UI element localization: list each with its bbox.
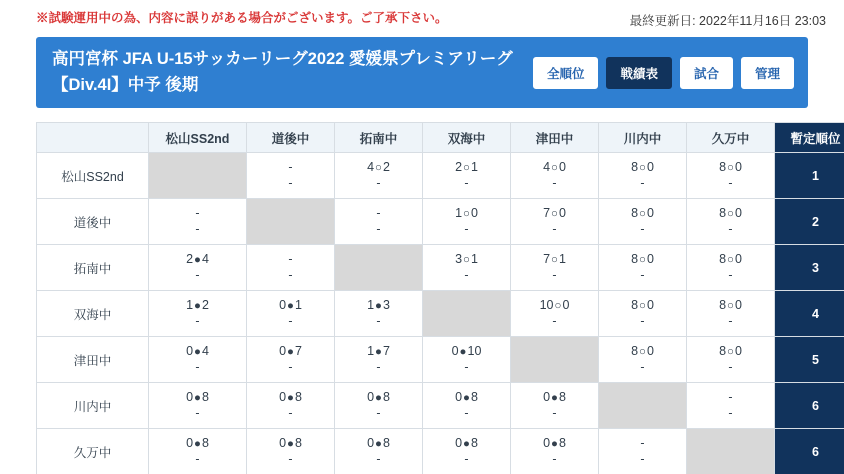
- result-second-leg: -: [640, 221, 645, 236]
- result-cell: [511, 429, 599, 474]
- result-score: 7○0: [543, 206, 566, 220]
- result-second-leg: -: [195, 405, 200, 420]
- table-body: [37, 153, 844, 474]
- last-updated-text: 最終更新日: 2022年11月16日 23:03: [629, 14, 826, 28]
- result-cell: [423, 337, 511, 383]
- result-score: 8○0: [719, 344, 742, 358]
- result-cell: [599, 291, 687, 337]
- result-cell: [247, 383, 335, 429]
- result-second-leg: -: [552, 175, 557, 190]
- result-score: 0●8: [186, 390, 209, 404]
- result-second-leg: -: [195, 221, 200, 236]
- result-score: -: [376, 206, 381, 220]
- result-score: 8○0: [631, 252, 654, 266]
- result-score: 8○0: [719, 298, 742, 312]
- result-score: 8○0: [631, 160, 654, 174]
- result-second-leg: -: [464, 359, 469, 374]
- result-cell: [687, 245, 775, 291]
- rank-cell: 2: [775, 199, 844, 245]
- column-header-3: 双海中: [423, 123, 511, 153]
- result-score: 0●8: [455, 436, 478, 450]
- notice-row: [0, 0, 844, 35]
- result-score: 0●10: [451, 344, 482, 358]
- result-cell: [687, 383, 775, 429]
- result-cell: [687, 337, 775, 383]
- rank-cell: 6: [775, 429, 844, 474]
- result-second-leg: -: [195, 267, 200, 282]
- blocked-cell: [247, 199, 335, 245]
- column-header-4: 津田中: [511, 123, 599, 153]
- result-second-leg: -: [552, 405, 557, 420]
- result-cell: [335, 199, 423, 245]
- result-cell: [511, 245, 599, 291]
- team-name-cell: 川内中: [37, 383, 149, 429]
- result-score: -: [728, 390, 733, 404]
- result-second-leg: -: [640, 175, 645, 190]
- table-row: [37, 337, 844, 383]
- result-score: 1●7: [367, 344, 390, 358]
- result-second-leg: -: [464, 451, 469, 466]
- table-row: [37, 429, 844, 474]
- result-score: 0●8: [543, 390, 566, 404]
- result-cell: [511, 199, 599, 245]
- result-second-leg: -: [376, 359, 381, 374]
- result-cell: [149, 383, 247, 429]
- column-header-rank: 暫定順位: [775, 123, 844, 153]
- header-button-group: [533, 57, 794, 89]
- result-score: 8○0: [631, 206, 654, 220]
- result-second-leg: -: [728, 221, 733, 236]
- result-second-leg: -: [552, 451, 557, 466]
- result-score: 0●7: [279, 344, 302, 358]
- result-score: 0●1: [279, 298, 302, 312]
- result-second-leg: -: [728, 267, 733, 282]
- result-score: 10○0: [539, 298, 570, 312]
- result-score: 2○1: [455, 160, 478, 174]
- result-cell: [423, 429, 511, 474]
- result-second-leg: -: [288, 175, 293, 190]
- result-cell: [599, 245, 687, 291]
- corner-cell: [37, 123, 149, 153]
- result-second-leg: -: [728, 313, 733, 328]
- result-cell: [687, 199, 775, 245]
- result-second-leg: -: [464, 405, 469, 420]
- result-score: 0●8: [367, 436, 390, 450]
- result-cell: [687, 291, 775, 337]
- tab-results-table[interactable]: 戦績表: [606, 57, 672, 89]
- result-cell: [247, 429, 335, 474]
- result-cell: [687, 153, 775, 199]
- result-second-leg: -: [640, 359, 645, 374]
- standings-table-wrap: [36, 122, 841, 474]
- team-name-cell: 久万中: [37, 429, 149, 474]
- result-second-leg: -: [464, 175, 469, 190]
- result-score: 2●4: [186, 252, 209, 266]
- result-score: 8○0: [719, 206, 742, 220]
- result-score: 1●2: [186, 298, 209, 312]
- blocked-cell: [599, 383, 687, 429]
- result-score: 0●8: [279, 390, 302, 404]
- result-score: 1●3: [367, 298, 390, 312]
- result-score: 0●8: [367, 390, 390, 404]
- result-cell: [599, 337, 687, 383]
- result-score: 4○2: [367, 160, 390, 174]
- result-score: 4○0: [543, 160, 566, 174]
- result-second-leg: -: [288, 313, 293, 328]
- blocked-cell: [423, 291, 511, 337]
- result-second-leg: -: [288, 359, 293, 374]
- result-second-leg: -: [640, 451, 645, 466]
- result-second-leg: -: [376, 221, 381, 236]
- result-second-leg: -: [552, 221, 557, 236]
- tab-all-rankings[interactable]: 全順位: [533, 57, 599, 89]
- team-name-cell: 道後中: [37, 199, 149, 245]
- result-cell: [423, 153, 511, 199]
- team-name-cell: 松山SS2nd: [37, 153, 149, 199]
- result-second-leg: -: [195, 451, 200, 466]
- result-cell: [149, 337, 247, 383]
- result-cell: [423, 245, 511, 291]
- table-row: [37, 199, 844, 245]
- result-score: 1○0: [455, 206, 478, 220]
- result-score: -: [195, 206, 200, 220]
- tab-admin[interactable]: 管理: [741, 57, 794, 89]
- result-score: 8○0: [631, 344, 654, 358]
- result-cell: [599, 199, 687, 245]
- result-second-leg: -: [464, 221, 469, 236]
- result-score: 3○1: [455, 252, 478, 266]
- result-second-leg: -: [552, 313, 557, 328]
- result-cell: [335, 429, 423, 474]
- result-score: -: [288, 160, 293, 174]
- result-cell: [423, 383, 511, 429]
- result-cell: [247, 153, 335, 199]
- header-row: [37, 123, 844, 153]
- table-row: [37, 291, 844, 337]
- result-second-leg: -: [288, 405, 293, 420]
- tab-matches[interactable]: 試合: [680, 57, 733, 89]
- result-cell: [247, 291, 335, 337]
- result-cell: [247, 337, 335, 383]
- trial-notice-text: ※試験運用中の為、内容に誤りがある場合がございます。ご了承下さい。: [36, 11, 448, 25]
- team-name-cell: 津田中: [37, 337, 149, 383]
- column-header-5: 川内中: [599, 123, 687, 153]
- result-second-leg: -: [640, 267, 645, 282]
- blocked-cell: [511, 337, 599, 383]
- result-second-leg: -: [376, 405, 381, 420]
- result-second-leg: -: [728, 175, 733, 190]
- rank-cell: 3: [775, 245, 844, 291]
- blocked-cell: [687, 429, 775, 474]
- result-cell: [247, 245, 335, 291]
- result-score: 0●8: [455, 390, 478, 404]
- result-cell: [511, 383, 599, 429]
- page-title: 高円宮杯 JFA U-15サッカーリーグ2022 愛媛県プレミアリーグ【Div.4I】中予 後期: [52, 50, 513, 94]
- result-second-leg: -: [288, 267, 293, 282]
- result-second-leg: -: [552, 267, 557, 282]
- blocked-cell: [149, 153, 247, 199]
- result-score: 8○0: [719, 252, 742, 266]
- rank-cell: 4: [775, 291, 844, 337]
- blocked-cell: [335, 245, 423, 291]
- standings-table: [36, 122, 844, 474]
- result-second-leg: -: [376, 175, 381, 190]
- result-second-leg: -: [464, 267, 469, 282]
- table-row: [37, 245, 844, 291]
- result-score: 8○0: [631, 298, 654, 312]
- result-second-leg: -: [728, 405, 733, 420]
- result-cell: [511, 291, 599, 337]
- result-second-leg: -: [640, 313, 645, 328]
- result-cell: [335, 383, 423, 429]
- result-second-leg: -: [195, 313, 200, 328]
- result-cell: [335, 153, 423, 199]
- table-row: [37, 153, 844, 199]
- result-score: -: [640, 436, 645, 450]
- table-head: [37, 123, 844, 153]
- result-cell: [149, 199, 247, 245]
- rank-cell: 5: [775, 337, 844, 383]
- result-cell: [423, 199, 511, 245]
- result-second-leg: -: [376, 451, 381, 466]
- league-header: [36, 37, 808, 108]
- result-score: 0●8: [543, 436, 566, 450]
- result-score: -: [288, 252, 293, 266]
- result-cell: [599, 429, 687, 474]
- column-header-6: 久万中: [687, 123, 775, 153]
- team-name-cell: 拓南中: [37, 245, 149, 291]
- result-score: 8○0: [719, 160, 742, 174]
- result-cell: [335, 291, 423, 337]
- column-header-2: 拓南中: [335, 123, 423, 153]
- result-cell: [149, 291, 247, 337]
- result-score: 0●4: [186, 344, 209, 358]
- rank-cell: 6: [775, 383, 844, 429]
- result-second-leg: -: [376, 313, 381, 328]
- column-header-0: 松山SS2nd: [149, 123, 247, 153]
- column-header-1: 道後中: [247, 123, 335, 153]
- result-cell: [511, 153, 599, 199]
- rank-cell: 1: [775, 153, 844, 199]
- team-name-cell: 双海中: [37, 291, 149, 337]
- result-cell: [599, 153, 687, 199]
- result-second-leg: -: [728, 359, 733, 374]
- result-cell: [149, 245, 247, 291]
- result-second-leg: -: [288, 451, 293, 466]
- result-cell: [149, 429, 247, 474]
- result-score: 7○1: [543, 252, 566, 266]
- table-row: [37, 383, 844, 429]
- result-cell: [335, 337, 423, 383]
- result-score: 0●8: [186, 436, 209, 450]
- result-second-leg: -: [195, 359, 200, 374]
- result-score: 0●8: [279, 436, 302, 450]
